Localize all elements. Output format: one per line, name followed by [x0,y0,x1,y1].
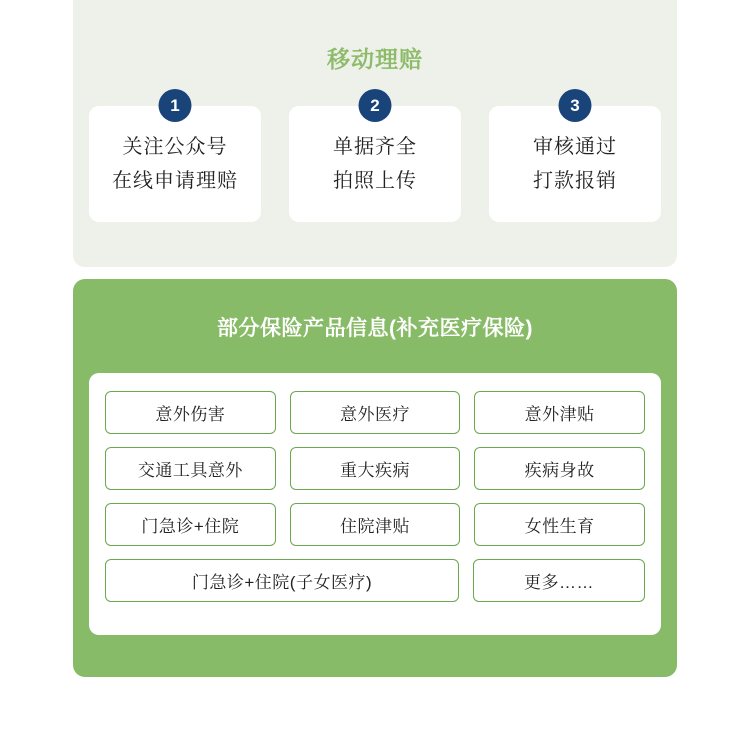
product-tag-row [105,447,645,490]
product-tag[interactable]: 门急诊+住院 [105,503,276,546]
product-info-title: 部分保险产品信息(补充医疗保险) [217,317,533,340]
mobile-claim-title: 移动理赔 [327,46,423,72]
step-text-line-1: 关注公众号 [122,136,228,158]
step-text-line-1: 审核通过 [533,136,617,158]
product-tag[interactable]: 住院津贴 [290,503,461,546]
product-tag-wide[interactable]: 门急诊+住院(子女医疗) [105,559,459,602]
product-tag-row [105,391,645,434]
step-number-badge: 2 [359,89,392,122]
step-text-line-1: 单据齐全 [333,136,417,158]
product-tag[interactable]: 意外津贴 [474,391,645,434]
mobile-claim-card [73,0,677,267]
product-tag-panel [89,373,661,635]
claim-step-2 [289,96,461,222]
product-info-card [73,279,677,677]
step-text-line-2: 打款报销 [533,170,617,192]
claim-steps-row [73,96,677,222]
product-tag[interactable]: 疾病身故 [474,447,645,490]
product-tag[interactable]: 女性生育 [474,503,645,546]
claim-step-3 [489,96,661,222]
step-text-line-2: 在线申请理赔 [112,170,238,192]
step-number-badge: 3 [559,89,592,122]
product-tag[interactable]: 意外医疗 [290,391,461,434]
product-tag-row [105,559,645,602]
product-tag[interactable]: 交通工具意外 [105,447,276,490]
product-tag-more[interactable]: 更多…… [473,559,645,602]
step-number-badge: 1 [159,89,192,122]
step-text-line-2: 拍照上传 [333,170,417,192]
claim-step-1 [89,96,261,222]
product-tag[interactable]: 重大疾病 [290,447,461,490]
product-tag[interactable]: 意外伤害 [105,391,276,434]
product-tag-row [105,503,645,546]
